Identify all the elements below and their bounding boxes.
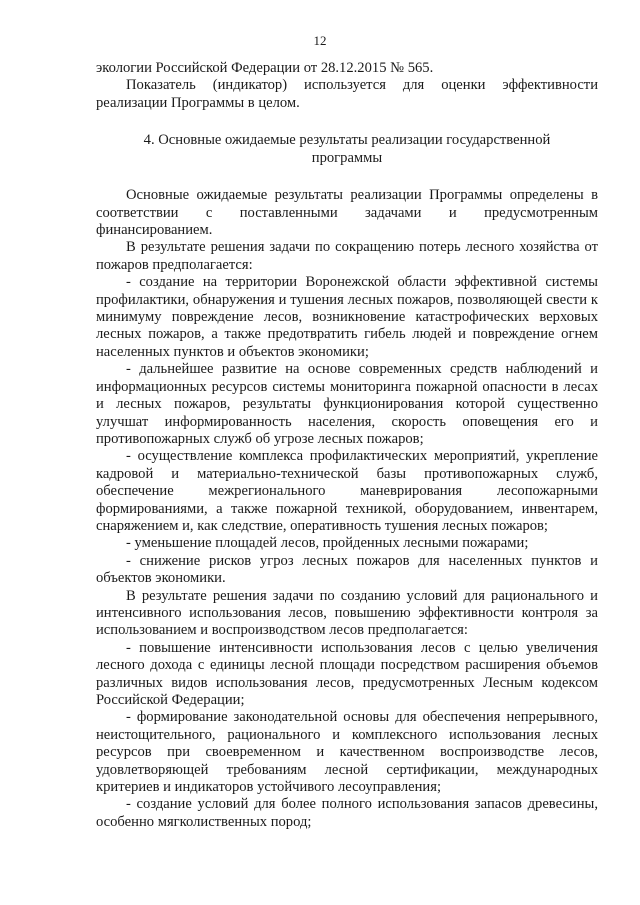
- list-item-legislative-basis: - формирование законодательной основы для обеспечения непрерывного, неистощительного, рационального и комплексного использования лесных ресурсов при своевременном и качественном воспроизводстве лесов, удовлетворяющей требованиям лесной сертификации, международных критериев и индикаторов устойчивого лесоуправления;: [96, 709, 598, 796]
- list-item-prevention-measures: - осуществление комплекса профилактических мероприятий, укрепление кадровой и материально-технической базы противопожарных служб, обеспечение межрегионального маневрирования лесопожарными формированиями, а также пожарной техникой, оборудованием, инвентарем, снаряжением и, как следствие, оперативность тушения лесных пожаров;: [96, 448, 598, 534]
- paragraph-rational-use-task: В результате решения задачи по созданию условий для рационального и интенсивного использования лесов, повышению эффективности контроля за использованием и воспроизводством лесов предполагается:: [96, 587, 598, 639]
- paragraph-indicator-usage: Показатель (индикатор) используется для оценки эффективности реализации Программы в целом.: [96, 77, 598, 111]
- list-item-fire-risk-reduction: - снижение рисков угроз лесных пожаров для населенных пунктов и объектов экономики.: [96, 552, 598, 587]
- paragraph-order-reference: экологии Российской Федерации от 28.12.2015 № 565.: [96, 60, 434, 76]
- list-item-fire-prevention-system: - создание на территории Воронежской области эффективной системы профилактики, обнаружения и тушения лесных пожаров, позволяющей свести к минимуму повреждение лесов, возникновение катастрофических верховых лесных пожаров, а также предотвратить гибель людей и повреждение огнем населенных пунктов и объектов экономики;: [96, 274, 598, 360]
- list-item-timber-stock-use: - создание условий для более полного использования запасов древесины, особенно мягколиственных пород;: [96, 796, 598, 830]
- list-item-burned-area-reduction: - уменьшение площадей лесов, пройденных лесными пожарами;: [126, 535, 529, 552]
- list-item-fire-monitoring: - дальнейшее развитие на основе современных средств наблюдений и информационных ресурсов системы мониторинга пожарной опасности в лесах и лесных пожаров, результаты функционирования которой существенно улучшат информированность населения, скорость оповещения его и противопожарных служб об угрозе лесных пожаров;: [96, 361, 598, 447]
- paragraph-expected-results: Основные ожидаемые результаты реализации Программы определены в соответствии с поставленными задачами и предусмотренным финансированием.: [96, 187, 598, 239]
- page-number: 12: [313, 33, 327, 48]
- section-heading: 4. Основные ожидаемые результаты реализации государственной программы: [143, 132, 551, 167]
- list-item-use-intensity: - повышение интенсивности использования лесов с целью увеличения лесного дохода с единицы лесной площади посредством расширения объемов различных видов использования лесов, предусмотренных Лесным кодексом Российской Федерации;: [96, 639, 598, 708]
- paragraph-fire-loss-task: В результате решения задачи по сокращению потерь лесного хозяйства от пожаров предполагается:: [96, 239, 598, 273]
- document-body: [96, 60, 598, 831]
